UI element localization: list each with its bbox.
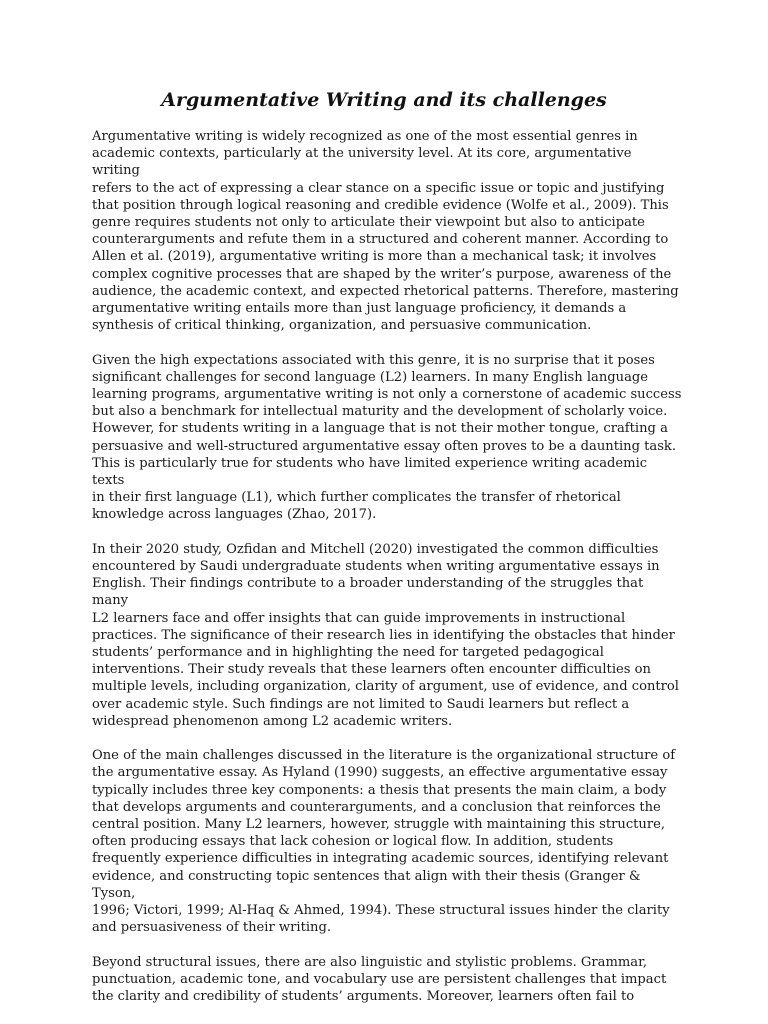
paragraph-4: One of the main challenges discussed in the literature is the organizational structure of the argumentative essay. As Hyland (1990) suggests, an effective argumentative essay typically includes three key components: a thesis that presents the main claim, a body that develops arguments and counterarguments, and a conclusion that reinforces the central position. Many L2 learners, however, struggle with maintaining this structure, often producing essays that lack cohesion or logical flow. In addition, students frequently experience difficulties in integrating academic sources, identifying relevant evidence, and constructing topic sentences that align with their thesis (Granger & Tyson, 1996; Victori, 1999; Al-Haq & Ahmed, 1994). These structural issues hinder the clarity and persuasiveness of their writing. [92, 748, 676, 936]
paragraph-1: Argumentative writing is widely recognized as one of the most essential genres in academic contexts, particularly at the university level. At its core, argumentative writing refers to the act of expressing a clear stance on a specific issue or topic and justifying that position through logical reasoning and credible evidence (Wolfe et al., 2009). This genre requires students not only to articulate their viewpoint but also to anticipate counterarguments and refute them in a structured and coherent manner. According to Allen et al. (2019), argumentative writing is more than a mechanical task; it involves complex cognitive processes that are shaped by the writer’s purpose, awareness of the audience, the academic context, and expected rhetorical patterns. Therefore, mastering argumentative writing entails more than just language proficiency, it demands a synthesis of critical thinking, organization, and persuasive communication. [92, 129, 679, 334]
paragraph-5: Beyond structural issues, there are also linguistic and stylistic problems. Grammar, punctuation, academic tone, and vocabulary use are persistent challenges that impact the clarity and credibility of students’ arguments. Moreover, learners often fail to [92, 954, 667, 1005]
document-title: Argumentative Writing and its challenges [161, 89, 607, 111]
paragraph-2: Given the high expectations associated with this genre, it is no surprise that it poses significant challenges for second language (L2) learners. In many English language learning programs, argumentative writing is not only a cornerstone of academic success but also a benchmark for intellectual maturity and the development of scholarly voice. However, for students writing in a language that is not their mother tongue, crafting a persuasive and well-structured argumentative essay often proves to be a daunting task. This is particularly true for students who have limited experience writing academic texts in their first language (L1), which further complicates the transfer of rhetorical knowledge across languages (Zhao, 2017). [92, 352, 682, 523]
document-body [92, 128, 682, 1022]
paragraph-3: In their 2020 study, Ozfidan and Mitchell (2020) investigated the common difficulties encountered by Saudi undergraduate students when writing argumentative essays in English. Their findings contribute to a broader understanding of the struggles that many L2 learners face and offer insights that can guide improvements in instructional practices. The significance of their research lies in identifying the obstacles that hinder students’ performance and in highlighting the need for targeted pedagogical interventions. Their study reveals that these learners often encounter difficulties on multiple levels, including organization, clarity of argument, use of evidence, and control over academic style. Such findings are not limited to Saudi learners but reflect a widespread phenomenon among L2 academic writers. [92, 541, 679, 729]
